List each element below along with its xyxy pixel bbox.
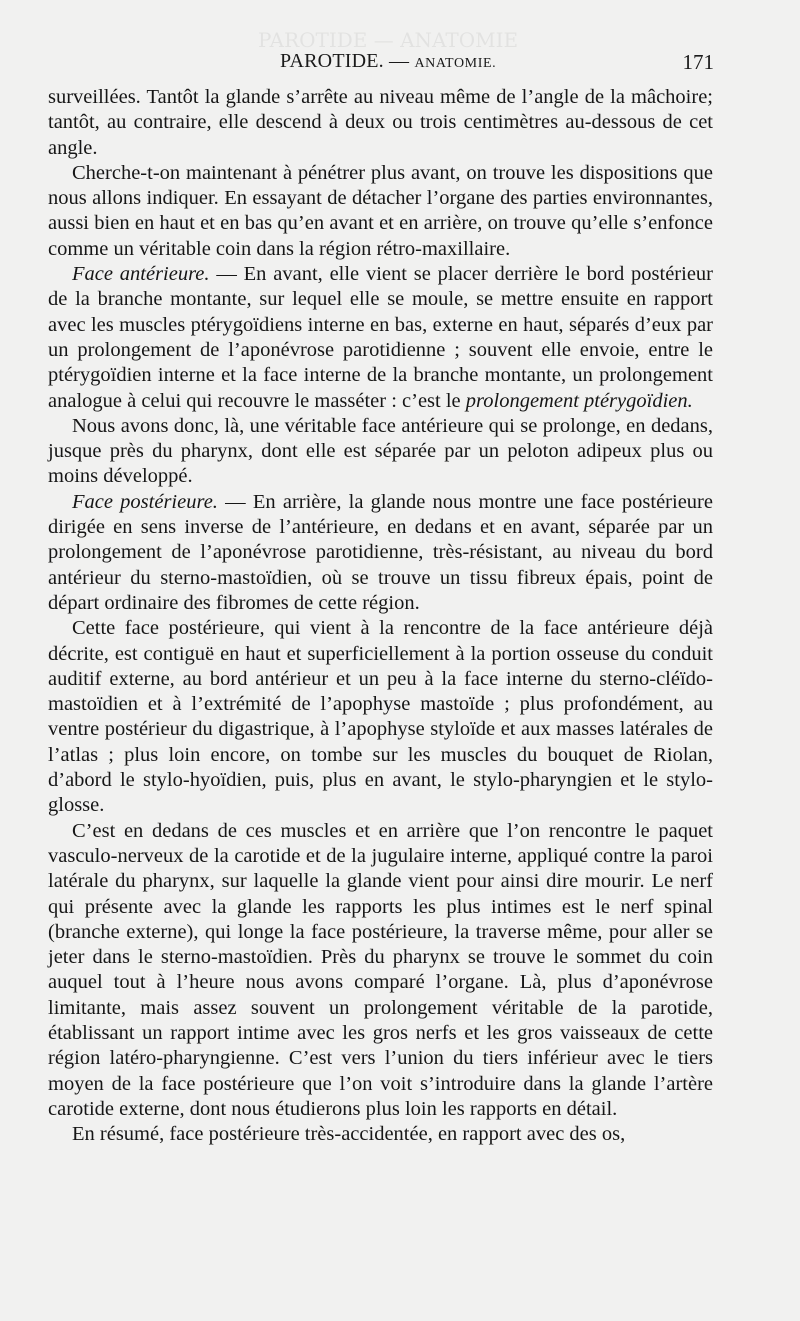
section-label-face-posterieure: Face postérieure. — [72, 490, 218, 513]
paragraph — [48, 819, 713, 1123]
paragraph-text: C’est en dedans de ces muscles et en arrière que l’on rencontre le paquet vasculo-nerveux de la carotide et de la jugulaire interne, appliqué contre la paroi latérale du pharynx, sur laquelle la glande vient pour ainsi dire mourir. Le nerf qui présente avec la glande les rapports les plus intimes est le nerf spinal (branche externe), qui longe la face postérieure, la traverse même, pour aller se jeter dans le sterno-mastoïdien. Près du pharynx se trouve le sommet du coin auquel tout à l’heure nous avons comparé l’organe. Là, plus d’aponévrose limitante, mais assez souvent un prolongement véritable de la parotide, établissant un rapport intime avec les gros nerfs et les gros vaisseaux de cette région latéro-pharyngienne. C’est vers l’union du tiers inférieur avec le tiers moyen de la face postérieure que l’on voit s’introduire dans la glande l’artère carotide externe, dont nous étudierons plus loin les rapports en détail. — [48, 819, 713, 1120]
paragraph-face-anterieure — [48, 262, 713, 414]
paragraph-last-line — [48, 1122, 713, 1147]
paragraph-text: En résumé, face postérieure très-accidentée, en rapport avec des os, — [72, 1123, 626, 1146]
paragraph-text: Nous avons donc, là, une véritable face antérieure qui se prolonge, en dedans, jusque près du pharynx, dont elle est séparée par un peloton adipeux plus ou moins développé. — [48, 414, 713, 488]
paragraph-continuation — [48, 85, 713, 161]
page-header — [0, 50, 800, 80]
paragraph — [48, 616, 713, 818]
paragraph-face-posterieure — [48, 490, 713, 616]
paragraph-text: — En avant, elle vient se placer derrière le bord postérieur de la branche montante, sur lequel elle se moule, se mettre ensuite en rapport avec les muscles ptérygoïdiens interne en bas, externe en haut, séparés d’eux par un prolongement de l’aponévrose parotidienne ; souvent elle envoie, entre le ptérygoïdien interne et la face interne de la branche montante, un prolongement analogue à celui qui recouvre le masséter : c’est le — [48, 263, 714, 412]
paragraph — [48, 161, 713, 262]
bleed-through-text: PAROTIDE — ANATOMIE — [258, 28, 519, 52]
running-head-title: PAROTIDE. — [280, 50, 384, 72]
running-head — [280, 50, 496, 73]
body-text — [48, 85, 713, 1147]
running-head-subtitle: ANATOMIE. — [414, 56, 497, 71]
paragraph — [48, 414, 713, 490]
paragraph-text: Cette face postérieure, qui vient à la rencontre de la face antérieure déjà décrite, est contiguë en haut et superficiellement à la portion osseuse du conduit auditif externe, au bord antérieur et un peu à la face interne du sterno-cléïdo-mastoïdien et à l’extrémité de l’apophyse mastoïde ; plus profondément, au ventre postérieur du digastrique, à l’apophyse styloïde et aux masses latérales de l’atlas ; plus loin encore, on tombe sur les muscles du bouquet de Riolan, d’abord le stylo-hyoïdien, puis, plus en avant, le stylo-pharyngien et le stylo-glosse. — [48, 617, 713, 817]
running-head-dash: — — [383, 50, 415, 72]
page-number: 171 — [682, 50, 714, 74]
emphasized-term: prolongement ptérygoïdien. — [465, 389, 693, 412]
paragraph-text: — En arrière, la glande nous montre une face postérieure dirigée en sens inverse de l’antérieure, en dedans et en avant, séparée par un prolongement de l’aponévrose parotidienne, très-résistant, au niveau du bord antérieur du sterno-mastoïdien, où se trouve un tissu fibreux épais, point de départ ordinaire des fibromes de cette région. — [48, 490, 713, 614]
paragraph-text: Cherche-t-on maintenant à pénétrer plus avant, on trouve les dispositions que nous allons indiquer. En essayant de détacher l’organe des parties environnantes, aussi bien en haut et en bas qu’en avant et en arrière, on trouve qu’elle s’enfonce comme un véritable coin dans la région rétro-maxillaire. — [48, 161, 713, 260]
section-label-face-anterieure: Face antérieure. — [72, 263, 210, 286]
paragraph-text: surveillées. Tantôt la glande s’arrête au niveau même de l’angle de la mâchoire; tantôt, au contraire, elle descend à deux ou trois centimètres au-dessous de cet angle. — [48, 86, 713, 159]
